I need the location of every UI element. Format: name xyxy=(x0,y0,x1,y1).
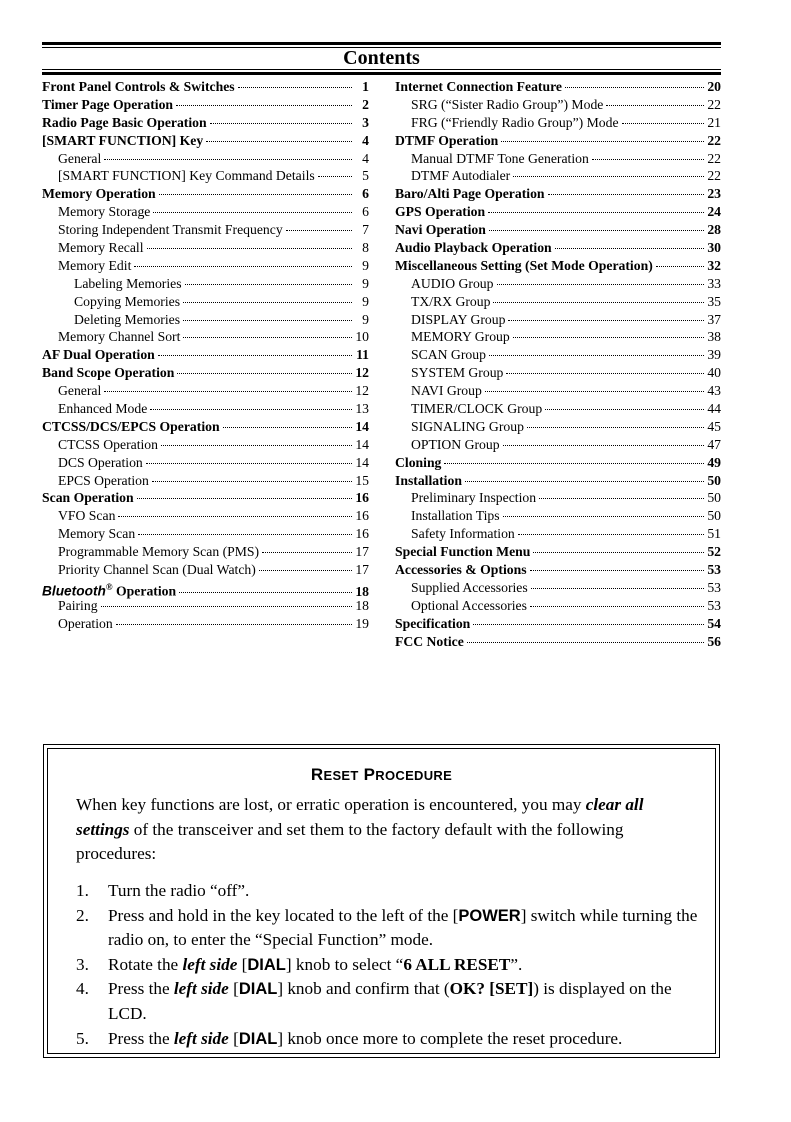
toc-entry-label: SCAN Group xyxy=(411,347,486,363)
toc-entry-label: Special Function Menu xyxy=(395,544,531,560)
reset-procedure-inner-border xyxy=(47,748,716,1054)
toc-leader-dots xyxy=(493,302,704,303)
toc-entry-label: Band Scope Operation xyxy=(42,365,175,381)
toc-entry[interactable] xyxy=(395,543,721,561)
toc-entry[interactable] xyxy=(42,167,369,185)
toc-page-number: 54 xyxy=(707,615,721,631)
reset-step xyxy=(76,1027,701,1052)
toc-entry[interactable] xyxy=(395,221,721,239)
toc-leader-dots xyxy=(118,516,352,517)
toc-entry-label: Programmable Memory Scan (PMS) xyxy=(58,544,260,560)
toc-page-number: 53 xyxy=(707,597,721,613)
toc-entry-label: Pairing xyxy=(58,597,98,613)
toc-entry[interactable] xyxy=(42,221,369,239)
reset-step xyxy=(76,953,701,978)
toc-entry-label: Specification xyxy=(395,615,471,631)
toc-page-number: 43 xyxy=(707,383,721,399)
toc-entry-label: Navi Operation xyxy=(395,222,486,238)
toc-leader-dots xyxy=(444,463,704,464)
toc-leader-dots xyxy=(104,391,352,392)
toc-entry[interactable] xyxy=(395,418,721,436)
toc-page-number: 17 xyxy=(355,544,369,560)
toc-leader-dots xyxy=(606,105,704,106)
toc-leader-dots xyxy=(530,606,704,607)
reset-procedure-title xyxy=(48,765,715,785)
toc-leader-dots xyxy=(152,481,352,482)
toc-leader-dots xyxy=(262,552,352,553)
toc-page-number: 9 xyxy=(362,311,369,327)
toc-page-number: 18 xyxy=(355,597,369,613)
toc-page-number: 50 xyxy=(707,472,721,488)
toc-leader-dots xyxy=(206,141,352,142)
toc-page-number: 30 xyxy=(707,240,721,256)
toc-entry-label: Memory Scan xyxy=(58,526,136,542)
toc-leader-dots xyxy=(146,463,352,464)
toc-page-number: 9 xyxy=(362,293,369,309)
toc-entry[interactable] xyxy=(395,400,721,418)
toc-leader-dots xyxy=(545,409,704,410)
toc-entry-label: DTMF Operation xyxy=(395,132,499,148)
toc-leader-dots xyxy=(506,373,704,374)
toc-entry[interactable] xyxy=(395,633,721,651)
toc-entry-label: DCS Operation xyxy=(58,454,143,470)
toc-entry[interactable] xyxy=(395,311,721,329)
toc-page-number: 16 xyxy=(355,526,369,542)
toc-leader-dots xyxy=(501,141,704,142)
toc-entry-label: Miscellaneous Setting (Set Mode Operation) xyxy=(395,257,653,273)
header-rule-bottom-thick xyxy=(42,72,721,75)
reset-step xyxy=(76,977,701,1026)
toc-entry-label: NAVI Group xyxy=(411,383,482,399)
toc-page-number: 53 xyxy=(707,562,721,578)
toc-page-number: 39 xyxy=(707,347,721,363)
toc-leader-dots xyxy=(147,248,352,249)
toc-entry[interactable] xyxy=(42,78,369,96)
toc-leader-dots xyxy=(210,123,352,124)
toc-entry[interactable] xyxy=(42,203,369,221)
toc-entry[interactable] xyxy=(395,203,721,221)
title-rest-eset: ESET xyxy=(323,768,359,783)
reset-step-text: Press and hold in the key located to the left of the [POWER] switch while turning the radio on, to enter the “Special Function” mode. xyxy=(108,905,698,950)
reset-steps-list xyxy=(76,879,701,1051)
toc-leader-dots xyxy=(116,624,352,625)
toc-leader-dots xyxy=(555,248,704,249)
toc-page-number: 47 xyxy=(707,436,721,452)
toc-entry-label: Safety Information xyxy=(411,526,515,542)
reset-step-number: 5. xyxy=(76,1028,89,1048)
toc-entry-label: SYSTEM Group xyxy=(411,365,504,381)
toc-entry-label: EPCS Operation xyxy=(58,472,149,488)
toc-leader-dots xyxy=(183,337,352,338)
toc-entry[interactable] xyxy=(42,400,369,418)
toc-page-number: 49 xyxy=(707,454,721,470)
toc-entry-label: Optional Accessories xyxy=(411,597,527,613)
toc-entry-label: Installation xyxy=(395,472,462,488)
toc-entry[interactable] xyxy=(42,364,369,382)
toc-leader-dots xyxy=(238,87,352,88)
toc-page-number: 20 xyxy=(707,79,721,94)
toc-page-number: 22 xyxy=(707,168,721,184)
toc-leader-dots xyxy=(622,123,704,124)
intro-part-c: of the transceiver and set them to the factory default with the following procedures: xyxy=(76,819,624,864)
toc-entry-label: SRG (“Sister Radio Group”) Mode xyxy=(411,96,604,112)
toc-entry-label: General xyxy=(58,150,102,166)
toc-page-number: 1 xyxy=(362,79,369,94)
toc-page-number: 10 xyxy=(355,329,369,345)
toc-leader-dots xyxy=(656,266,704,267)
title-rest-rocedure: ROCEDURE xyxy=(375,768,453,783)
reset-step-text: Press the left side [DIAL] knob and confirm that (OK? [SET]) is displayed on the LCD. xyxy=(108,979,672,1023)
toc-page-number: 14 xyxy=(355,436,369,452)
toc-page-number: 9 xyxy=(362,275,369,291)
toc-leader-dots xyxy=(101,606,352,607)
toc-entry[interactable] xyxy=(42,346,369,364)
toc-page-number: 23 xyxy=(707,186,721,202)
toc-entry[interactable] xyxy=(42,507,369,525)
reset-step-number: 1. xyxy=(76,881,89,900)
toc-entry[interactable] xyxy=(42,275,369,293)
reset-step-number: 3. xyxy=(76,954,89,974)
toc-entry[interactable] xyxy=(395,185,721,203)
toc-leader-dots xyxy=(158,355,352,356)
toc-page-number: 14 xyxy=(355,454,369,470)
toc-page-number: 22 xyxy=(707,96,721,112)
toc-page-number: 5 xyxy=(362,168,369,184)
toc-entry[interactable] xyxy=(42,418,369,436)
toc-entry-label: Memory Recall xyxy=(58,240,144,256)
toc-entry[interactable] xyxy=(42,436,369,454)
toc-page-number: 45 xyxy=(707,418,721,434)
toc-page-number: 38 xyxy=(707,329,721,345)
toc-leader-dots xyxy=(153,212,352,213)
toc-entry[interactable] xyxy=(395,525,721,543)
toc-entry[interactable] xyxy=(395,615,721,633)
toc-entry[interactable] xyxy=(395,257,721,275)
toc-page-number: 14 xyxy=(355,418,369,434)
toc-entry[interactable] xyxy=(42,543,369,561)
toc-leader-dots xyxy=(488,212,704,213)
toc-leader-dots xyxy=(286,230,352,231)
toc-entry[interactable] xyxy=(395,328,721,346)
toc-page-number: 50 xyxy=(707,508,721,524)
toc-entry[interactable] xyxy=(42,597,369,615)
toc-entry-label: FCC Notice xyxy=(395,633,464,649)
toc-entry[interactable] xyxy=(42,239,369,257)
toc-entry-label: Memory Edit xyxy=(58,257,132,273)
toc-leader-dots xyxy=(137,498,352,499)
toc-page-number: 2 xyxy=(362,96,369,112)
toc-entry[interactable] xyxy=(395,561,721,579)
toc-entry-label: FRG (“Friendly Radio Group”) Mode xyxy=(411,114,619,130)
toc-leader-dots xyxy=(185,284,352,285)
toc-entry[interactable] xyxy=(395,597,721,615)
toc-entry-label: DISPLAY Group xyxy=(411,311,506,327)
toc-page-number: 21 xyxy=(707,114,721,130)
toc-leader-dots xyxy=(503,445,704,446)
toc-entry[interactable] xyxy=(395,364,721,382)
toc-leader-dots xyxy=(465,481,704,482)
reset-step-text: Press the left side [DIAL] knob once more to complete the reset procedure. xyxy=(108,1028,623,1048)
intro-part-a: When key functions are lost, or erratic operation is encountered, you may xyxy=(76,795,586,814)
reset-intro-text xyxy=(76,793,696,867)
toc-entry[interactable] xyxy=(395,346,721,364)
toc-entry[interactable] xyxy=(395,150,721,168)
toc-page-number: 17 xyxy=(355,562,369,578)
toc-page-number: 6 xyxy=(362,186,369,202)
toc-entry[interactable] xyxy=(395,96,721,114)
toc-entry-label: DTMF Autodialer xyxy=(411,168,511,184)
toc-leader-dots xyxy=(159,194,352,195)
toc-leader-dots xyxy=(259,570,352,571)
toc-page-number: 52 xyxy=(707,544,721,560)
toc-entry-label: AF Dual Operation xyxy=(42,347,155,363)
toc-entry[interactable] xyxy=(42,328,369,346)
toc-leader-dots xyxy=(513,337,704,338)
toc-leader-dots xyxy=(223,427,352,428)
toc-leader-dots xyxy=(539,498,704,499)
toc-entry-label: [SMART FUNCTION] Key Command Details xyxy=(58,168,315,184)
toc-entry[interactable] xyxy=(42,615,369,633)
toc-entry-label: Deleting Memories xyxy=(74,311,181,327)
toc-entry-label: AUDIO Group xyxy=(411,275,494,291)
toc-entry-label: GPS Operation xyxy=(395,204,486,220)
toc-leader-dots xyxy=(527,427,704,428)
toc-page-number: 40 xyxy=(707,365,721,381)
toc-entry-label: Priority Channel Scan (Dual Watch) xyxy=(58,562,256,578)
toc-entry[interactable] xyxy=(395,579,721,597)
toc-entry[interactable] xyxy=(42,472,369,490)
reset-step xyxy=(76,879,701,904)
toc-entry[interactable] xyxy=(395,114,721,132)
toc-page-number: 24 xyxy=(707,204,721,220)
toc-entry-label: Bluetooth® Operation xyxy=(42,581,177,599)
toc-entry[interactable] xyxy=(395,167,721,185)
header-rule-bottom-thin xyxy=(42,69,721,70)
toc-entry-label: Audio Playback Operation xyxy=(395,240,552,256)
toc-entry-label: MEMORY Group xyxy=(411,329,510,345)
toc-page-number: 4 xyxy=(362,132,369,148)
toc-page-number: 35 xyxy=(707,293,721,309)
toc-leader-dots xyxy=(485,391,704,392)
toc-leader-dots xyxy=(318,176,352,177)
page-title: Contents xyxy=(343,47,420,69)
toc-page-number: 11 xyxy=(356,347,369,363)
toc-page-number: 32 xyxy=(707,257,721,273)
toc-leader-dots xyxy=(489,230,704,231)
toc-entry-label: Internet Connection Feature xyxy=(395,79,563,94)
toc-entry[interactable] xyxy=(42,579,369,597)
toc-entry[interactable] xyxy=(42,114,369,132)
reset-procedure-box xyxy=(43,744,720,1058)
toc-entry[interactable] xyxy=(395,275,721,293)
toc-page-number: 16 xyxy=(355,490,369,506)
toc-entry-label: Labeling Memories xyxy=(74,275,182,291)
toc-page-number: 50 xyxy=(707,490,721,506)
toc-entry-label: Baro/Alti Page Operation xyxy=(395,186,545,202)
toc-page-number: 28 xyxy=(707,222,721,238)
toc-entry[interactable] xyxy=(42,382,369,400)
registered-mark: ® xyxy=(105,581,113,592)
toc-leader-dots xyxy=(176,105,352,106)
toc-entry[interactable] xyxy=(395,78,721,96)
toc-entry[interactable] xyxy=(395,239,721,257)
toc-entry[interactable] xyxy=(42,185,369,203)
toc-entry-label: [SMART FUNCTION] Key xyxy=(42,132,204,148)
toc-entry[interactable] xyxy=(395,436,721,454)
toc-entry-label: Accessories & Options xyxy=(395,562,527,578)
toc-entry[interactable] xyxy=(395,507,721,525)
toc-leader-dots xyxy=(473,624,704,625)
toc-leader-dots xyxy=(467,642,704,643)
toc-entry-label: Storing Independent Transmit Frequency xyxy=(58,222,283,238)
toc-entry[interactable] xyxy=(42,293,369,311)
toc-page-number: 7 xyxy=(362,222,369,238)
toc-leader-dots xyxy=(134,266,352,267)
toc-leader-dots xyxy=(508,320,704,321)
reset-step-text: Turn the radio “off”. xyxy=(108,881,250,900)
toc-entry[interactable] xyxy=(395,472,721,490)
toc-leader-dots xyxy=(161,445,352,446)
toc-page-number: 51 xyxy=(707,526,721,542)
toc-leader-dots xyxy=(489,355,704,356)
toc-entry-label: TIMER/CLOCK Group xyxy=(411,401,543,417)
toc-leader-dots xyxy=(183,302,352,303)
toc-entry[interactable] xyxy=(395,489,721,507)
toc-page-number: 12 xyxy=(355,365,369,381)
toc-entry-label: Cloning xyxy=(395,454,442,470)
toc-entry[interactable] xyxy=(42,454,369,472)
toc-entry[interactable] xyxy=(42,525,369,543)
toc-page-number: 37 xyxy=(707,311,721,327)
toc-leader-dots xyxy=(177,373,352,374)
toc-entry[interactable] xyxy=(42,132,369,150)
toc-left-column xyxy=(42,78,369,633)
toc-leader-dots xyxy=(497,284,705,285)
title-letter-p: P xyxy=(363,765,376,784)
toc-entry[interactable] xyxy=(42,489,369,507)
toc-entry-label: SIGNALING Group xyxy=(411,418,524,434)
toc-page-number: 13 xyxy=(355,401,369,417)
toc-page-number: 19 xyxy=(355,615,369,631)
bluetooth-brand: Bluetooth xyxy=(42,583,106,599)
title-letter-r: R xyxy=(310,765,324,784)
toc-entry[interactable] xyxy=(395,293,721,311)
toc-page-number: 8 xyxy=(362,240,369,256)
toc-entry-label: Radio Page Basic Operation xyxy=(42,114,207,130)
toc-entry[interactable] xyxy=(42,311,369,329)
toc-entry[interactable] xyxy=(42,257,369,275)
toc-entry-label: Memory Channel Sort xyxy=(58,329,181,345)
toc-entry-label: Memory Storage xyxy=(58,204,151,220)
toc-entry-label: TX/RX Group xyxy=(411,293,491,309)
reset-step-number: 2. xyxy=(76,905,89,925)
toc-entry-label: Preliminary Inspection xyxy=(411,490,537,506)
toc-entry-label: Operation xyxy=(58,615,113,631)
toc-entry-label: CTCSS/DCS/EPCS Operation xyxy=(42,418,220,434)
reset-step-number: 4. xyxy=(76,979,89,999)
toc-entry-label: Timer Page Operation xyxy=(42,96,174,112)
toc-leader-dots xyxy=(150,409,352,410)
intro-emphasis: clear all settings xyxy=(76,795,644,839)
toc-page-number: 15 xyxy=(355,472,369,488)
toc-entry[interactable] xyxy=(395,454,721,472)
toc-leader-dots xyxy=(179,592,352,593)
reset-step-text: Rotate the left side [DIAL] knob to select “6 ALL RESET”. xyxy=(108,954,523,974)
toc-entry-label: VFO Scan xyxy=(58,508,116,524)
toc-leader-dots xyxy=(104,159,352,160)
toc-entry-label: Copying Memories xyxy=(74,293,181,309)
toc-entry[interactable] xyxy=(395,382,721,400)
toc-entry-label: Installation Tips xyxy=(411,508,500,524)
toc-entry[interactable] xyxy=(42,150,369,168)
toc-page-number: 33 xyxy=(707,275,721,291)
toc-page-number: 16 xyxy=(355,508,369,524)
toc-page-number: 53 xyxy=(707,579,721,595)
toc-page-number: 6 xyxy=(362,204,369,220)
toc-right-column xyxy=(395,78,721,651)
toc-page-number: 18 xyxy=(355,583,369,599)
toc-page-number: 3 xyxy=(362,114,369,130)
toc-entry[interactable] xyxy=(42,96,369,114)
toc-leader-dots xyxy=(592,159,704,160)
toc-entry-label: Manual DTMF Tone Generation xyxy=(411,150,589,166)
toc-page-number: 12 xyxy=(355,383,369,399)
toc-entry-label: General xyxy=(58,383,102,399)
toc-entry-label: CTCSS Operation xyxy=(58,436,158,452)
toc-page-number: 22 xyxy=(707,132,721,148)
toc-leader-dots xyxy=(518,534,704,535)
toc-leader-dots xyxy=(183,320,352,321)
toc-leader-dots xyxy=(503,516,704,517)
toc-leader-dots xyxy=(531,588,704,589)
reset-step xyxy=(76,904,701,953)
toc-page-number: 4 xyxy=(362,150,369,166)
toc-leader-dots xyxy=(530,570,704,571)
toc-entry-label: Supplied Accessories xyxy=(411,579,528,595)
toc-entry-label: Memory Operation xyxy=(42,186,156,202)
toc-entry-label: Enhanced Mode xyxy=(58,401,148,417)
toc-leader-dots xyxy=(548,194,704,195)
toc-entry[interactable] xyxy=(395,132,721,150)
toc-page-number: 44 xyxy=(707,401,721,417)
toc-leader-dots xyxy=(513,176,704,177)
toc-entry-label: OPTION Group xyxy=(411,436,500,452)
toc-page-number: 56 xyxy=(707,633,721,649)
toc-leader-dots xyxy=(565,87,704,88)
toc-leader-dots xyxy=(138,534,352,535)
toc-page-number: 9 xyxy=(362,257,369,273)
toc-page-number: 22 xyxy=(707,150,721,166)
toc-entry-label: Front Panel Controls & Switches xyxy=(42,79,235,94)
toc-entry[interactable] xyxy=(42,561,369,579)
toc-entry-label: Scan Operation xyxy=(42,490,134,506)
toc-leader-dots xyxy=(533,552,704,553)
